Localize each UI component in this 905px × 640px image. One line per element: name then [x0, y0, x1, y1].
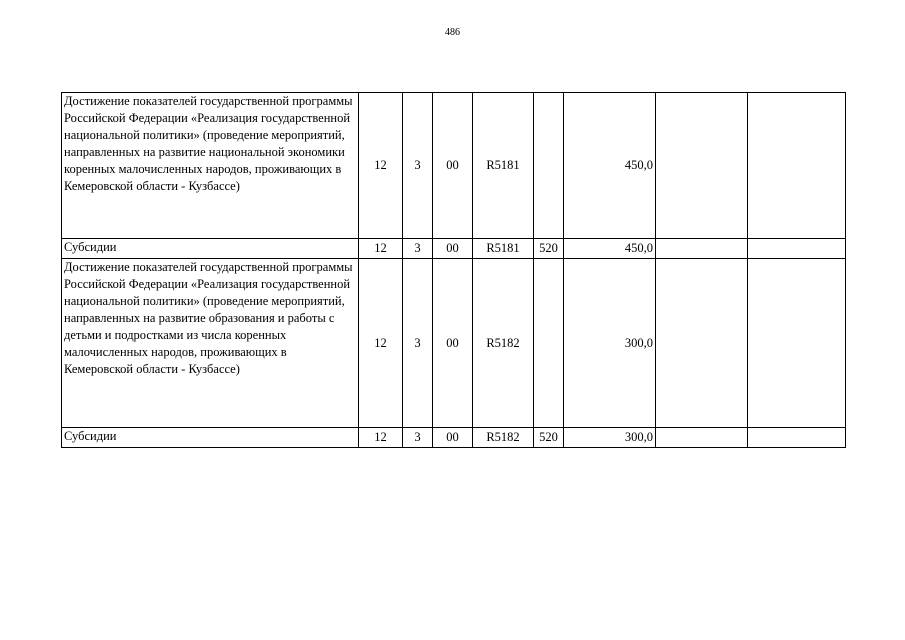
- row-target: R5181: [473, 93, 534, 239]
- row-amount: 450,0: [564, 93, 656, 239]
- row-col9: [748, 239, 846, 259]
- row-name: Субсидии: [62, 239, 359, 259]
- row-expense-type: 520: [534, 428, 564, 448]
- row-section: 12: [359, 428, 403, 448]
- row-section: 12: [359, 93, 403, 239]
- row-col8: [656, 259, 748, 428]
- page-number: 486: [445, 27, 460, 38]
- row-target: R5181: [473, 239, 534, 259]
- table-row: [62, 259, 846, 428]
- row-name: Достижение показателей государственной программы Российской Федерации «Реализация государственной национальной политики» (проведение мероприятий, направленных на развитие национальной экономики коренных малочисленных народов, проживающих в Кемеровской области - Кузбассе): [62, 93, 359, 239]
- row-amount: 300,0: [564, 428, 656, 448]
- row-expense-type: [534, 259, 564, 428]
- row-expense-type: 520: [534, 239, 564, 259]
- row-code: 00: [433, 93, 473, 239]
- row-code: 00: [433, 428, 473, 448]
- row-col9: [748, 93, 846, 239]
- row-col8: [656, 93, 748, 239]
- row-expense-type: [534, 93, 564, 239]
- row-section: 12: [359, 239, 403, 259]
- table-row: [62, 428, 846, 448]
- row-name: Достижение показателей государственной программы Российской Федерации «Реализация государственной национальной политики» (проведение мероприятий, направленных на развитие образования и работы с детьми и подростками из числа коренных малочисленных народов, проживающих в Кемеровской области - Кузбассе): [62, 259, 359, 428]
- row-subsection: 3: [403, 428, 433, 448]
- budget-table: [61, 92, 846, 448]
- row-name: Субсидии: [62, 428, 359, 448]
- row-subsection: 3: [403, 93, 433, 239]
- table-row: [62, 93, 846, 239]
- row-section: 12: [359, 259, 403, 428]
- row-subsection: 3: [403, 259, 433, 428]
- row-amount: 450,0: [564, 239, 656, 259]
- row-col9: [748, 259, 846, 428]
- row-col8: [656, 428, 748, 448]
- row-code: 00: [433, 259, 473, 428]
- row-target: R5182: [473, 428, 534, 448]
- row-col8: [656, 239, 748, 259]
- table-row: [62, 239, 846, 259]
- row-code: 00: [433, 239, 473, 259]
- row-col9: [748, 428, 846, 448]
- row-amount: 300,0: [564, 259, 656, 428]
- row-subsection: 3: [403, 239, 433, 259]
- row-target: R5182: [473, 259, 534, 428]
